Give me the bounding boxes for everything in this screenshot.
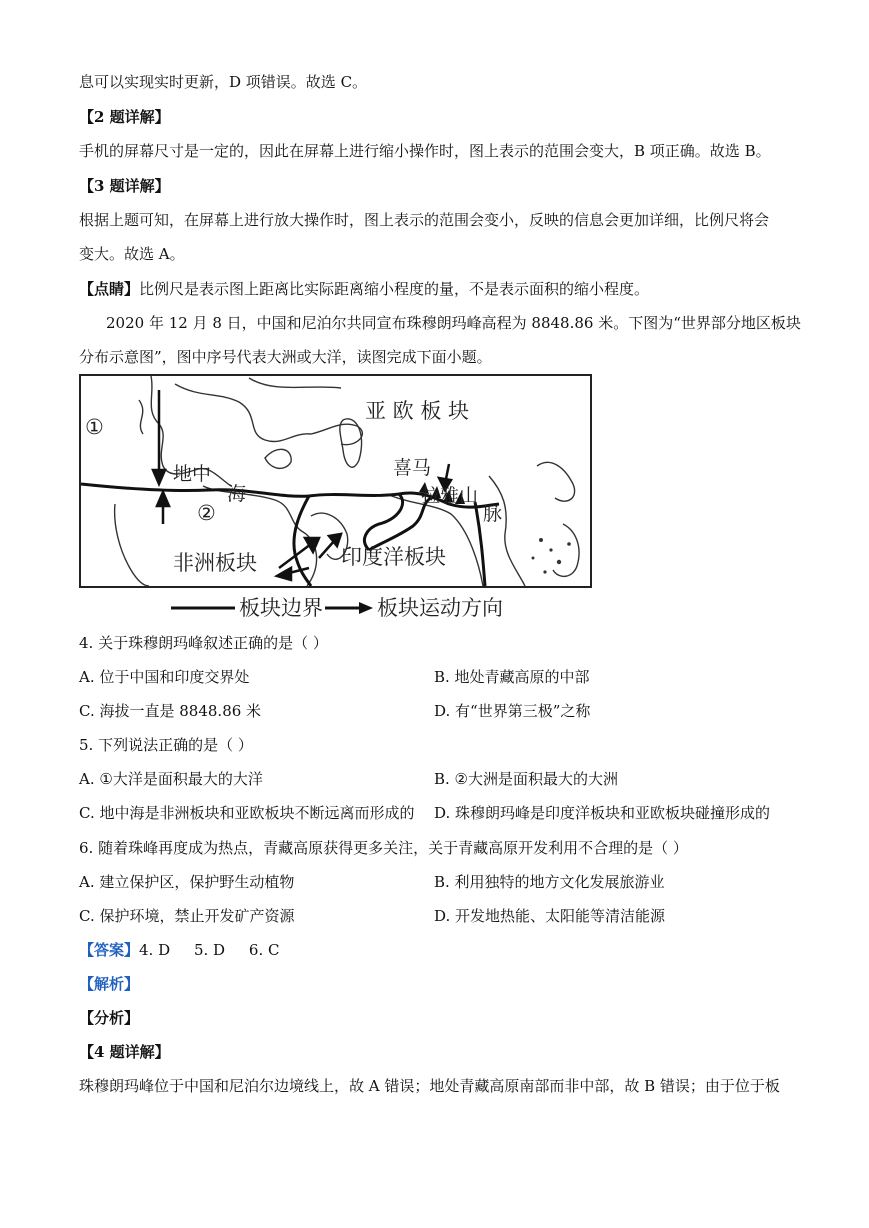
question-5-option-d: D. 珠穆朗玛峰是印度洋板块和亚欧板块碰撞形成的 xyxy=(434,804,771,822)
question-4-option-b: B. 地处青藏高原的中部 xyxy=(434,668,590,686)
paragraph-q3-line1: 根据上题可知，在屏幕上进行放大操作时，图上表示的范围会变小，反映的信息会更加详细，比例尺将会 xyxy=(79,211,770,229)
heading-q3-detail: 【3 题详解】 xyxy=(79,177,170,195)
paragraph-q4: 珠穆朗玛峰位于中国和尼泊尔边境线上，故 A 错误；地处青藏高原南部而非中部，故 B 错误；由于位于板 xyxy=(79,1077,780,1095)
label-continent-2: ② xyxy=(197,501,216,525)
legend-boundary-label: 板块边界 xyxy=(239,596,323,620)
label-himalaya-3: 脉 xyxy=(483,503,503,525)
question-5-option-b: B. ②大洲是面积最大的大洲 xyxy=(434,770,619,788)
label-himalaya-2: 拉雅山 xyxy=(421,485,479,507)
question-4-option-a: A. 位于中国和印度交界处 xyxy=(79,668,250,686)
label-african-plate: 非洲板块 xyxy=(173,551,257,575)
legend-direction-label: 板块运动方向 xyxy=(377,596,503,620)
question-6-option-a: A. 建立保护区，保护野生动植物 xyxy=(79,873,295,891)
tip-label: 【点睛】 xyxy=(79,280,140,298)
analysis-label: 【解析】 xyxy=(79,975,140,993)
label-indian-plate: 印度洋板块 xyxy=(341,545,446,569)
answer-text: 4. D 5. D 6. C xyxy=(139,941,280,959)
answer-line xyxy=(79,940,279,960)
paragraph-continuation: 息可以实现实时更新，D 项错误。故选 C。 xyxy=(79,73,368,91)
analysis-fenxi: 【分析】 xyxy=(79,1009,140,1027)
intro-line1: 2020 年 12 月 8 日，中国和尼泊尔共同宣布珠穆朗玛峰高程为 8848.86 米。下图为“世界部分地区板块 xyxy=(106,314,801,332)
question-6-stem: 6. 随着珠峰再度成为热点，青藏高原获得更多关注，关于青藏高原开发利用不合理的是（ ） xyxy=(79,839,688,857)
paragraph-q2: 手机的屏幕尺寸是一定的，因此在屏幕上进行缩小操作时，图上表示的范围会变大，B 项正确。故选 B。 xyxy=(79,142,771,160)
paragraph-q3-line2: 变大。故选 A。 xyxy=(79,245,185,263)
label-mediterranean-2: 海 xyxy=(227,483,247,505)
question-5-stem: 5. 下列说法正确的是（ ） xyxy=(79,736,253,754)
label-himalaya-1: 喜马 xyxy=(393,457,432,479)
question-6-option-d: D. 开发地热能、太阳能等清洁能源 xyxy=(434,907,666,925)
answer-label: 【答案】 xyxy=(79,941,140,959)
question-4-option-c: C. 海拔一直是 8848.86 米 xyxy=(79,702,262,720)
plate-map-figure xyxy=(79,374,593,624)
question-6-option-c: C. 保护环境，禁止开发矿产资源 xyxy=(79,907,295,925)
heading-q4-detail: 【4 题详解】 xyxy=(79,1043,170,1061)
question-5-option-a: A. ①大洋是面积最大的大洋 xyxy=(79,770,263,788)
tip-text: 比例尺是表示图上距离比实际距离缩小程度的量，不是表示面积的缩小程度。 xyxy=(139,280,650,298)
question-4-option-d: D. 有“世界第三极”之称 xyxy=(434,702,591,720)
legend-arrow-head xyxy=(359,602,373,614)
question-6-option-b: B. 利用独特的地方文化发展旅游业 xyxy=(434,873,665,891)
plate-map-svg xyxy=(79,374,593,624)
tip-paragraph xyxy=(79,279,649,299)
heading-q2-detail: 【2 题详解】 xyxy=(79,108,170,126)
question-5-option-c: C. 地中海是非洲板块和亚欧板块不断远离而形成的 xyxy=(79,804,415,822)
label-eurasia-plate: 亚 欧 板 块 xyxy=(365,399,470,423)
label-mediterranean-1: 地中 xyxy=(173,463,212,485)
question-4-stem: 4. 关于珠穆朗玛峰叙述正确的是（ ） xyxy=(79,634,328,652)
label-ocean-1: ① xyxy=(85,415,104,439)
intro-line2: 分布示意图”，图中序号代表大洲或大洋，读图完成下面小题。 xyxy=(79,348,492,366)
